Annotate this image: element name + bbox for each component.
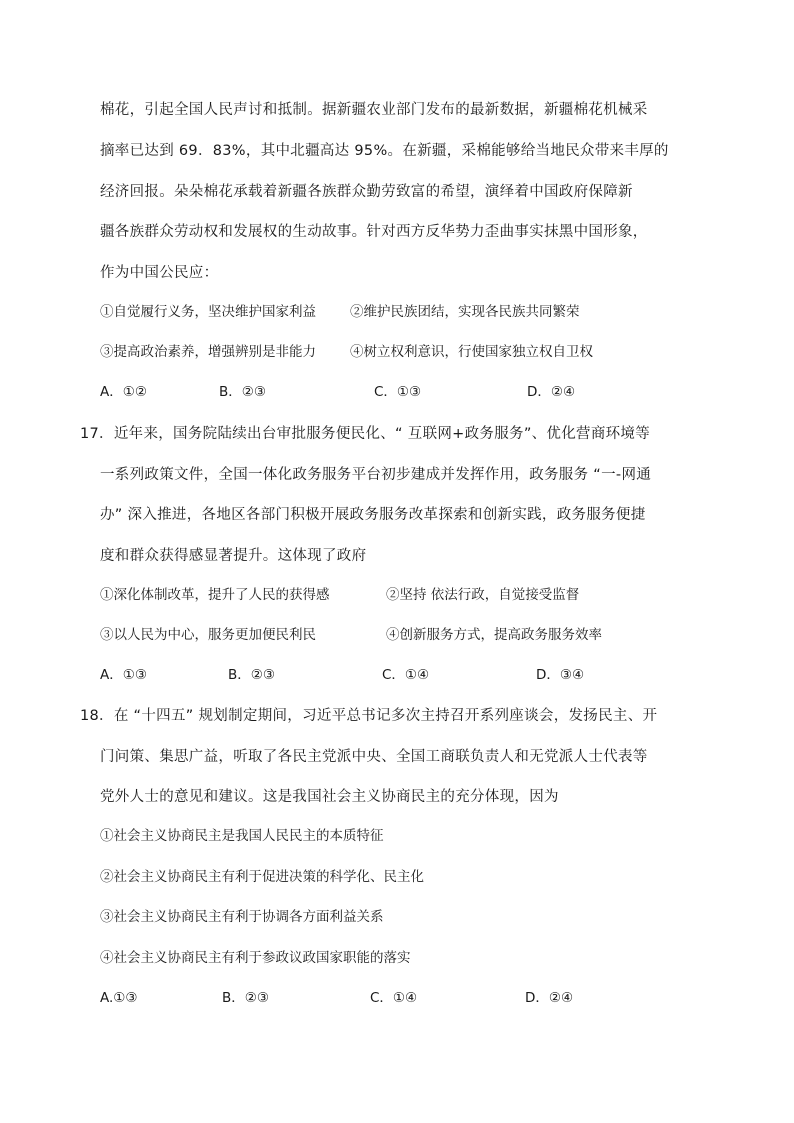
q18-stem-line-3: 党外人士的意见和建议。这是我国社会主义协商民主的充分体现，因为 <box>100 789 559 805</box>
q17-item-2: ②坚持 依法行政，自觉接受监督 <box>386 587 580 603</box>
q18-item-3: ③社会主义协商民主有利于协调各方面利益关系 <box>100 909 384 925</box>
q18-choice-a[interactable]: A.①③ <box>100 990 138 1006</box>
q17-stem-line-1: 17．近年来，国务院陆续出台审批服务便民化、“ 互联网+政务服务”、优化营商环境等 <box>80 426 651 442</box>
q16-stem-line-1: 棉花，引起全国人民声讨和抵制。据新疆农业部门发布的最新数据，新疆棉花机械采 <box>100 102 648 118</box>
q16-stem-line-2: 摘率已达到 69．83%，其中北疆高达 95%。在新疆，采棉能够给当地民众带来丰厚的 <box>100 143 669 159</box>
q16-stem-line-3: 经济回报。朵朵棉花承载着新疆各族群众勤劳致富的希望，演绎着中国政府保障新 <box>100 184 633 200</box>
q16-choice-b[interactable]: B．②③ <box>219 384 266 400</box>
q18-stem-line-2: 门问策、集思广益，听取了各民主党派中央、全国工商联负责人和无党派人士代表等 <box>100 749 648 765</box>
q17-item-3: ③以人民为中心，服务更加便民利民 <box>100 627 316 643</box>
q18-stem-line-1: 18．在 “十四五” 规划制定期间，习近平总书记多次主持召开系列座谈会，发扬民主、开 <box>80 708 658 724</box>
q18-choice-c[interactable]: C．①④ <box>370 990 418 1006</box>
q17-choice-b[interactable]: B．②③ <box>228 667 275 683</box>
q17-stem-line-3: 办” 深入推进，各地区各部门积极开展政务服务改革探索和创新实践，政务服务便捷 <box>100 507 646 523</box>
q17-stem-line-4: 度和群众获得感显著提升。这体现了政府 <box>100 548 367 564</box>
q18-choice-d[interactable]: D．②④ <box>525 990 574 1006</box>
q16-choice-a[interactable]: A．①② <box>100 384 147 400</box>
q16-item-4: ④树立权利意识，行使国家独立权自卫权 <box>350 344 593 360</box>
q18-item-1: ①社会主义协商民主是我国人民民主的本质特征 <box>100 828 384 844</box>
q16-item-3: ③提高政治素养，增强辨别是非能力 <box>100 344 316 360</box>
q16-choice-d[interactable]: D．②④ <box>527 384 576 400</box>
q16-item-1: ①自觉履行义务，坚决维护国家利益 <box>100 304 316 320</box>
q18-choice-b[interactable]: B．②③ <box>222 990 269 1006</box>
q16-choice-c[interactable]: C．①③ <box>374 384 422 400</box>
q17-item-1: ①深化体制改革，提升了人民的获得感 <box>100 587 330 603</box>
q16-item-2: ②维护民族团结，实现各民族共同繁荣 <box>350 304 580 320</box>
q17-choice-d[interactable]: D．③④ <box>536 667 585 683</box>
q17-stem-line-2: 一系列政策文件，全国一体化政务服务平台初步建成并发挥作用，政务服务 “一-网通 <box>100 467 652 483</box>
q17-choice-a[interactable]: A．①③ <box>100 667 147 683</box>
q18-item-2: ②社会主义协商民主有利于促进决策的科学化、民主化 <box>100 869 424 885</box>
q17-choice-c[interactable]: C．①④ <box>382 667 430 683</box>
q18-item-4: ④社会主义协商民主有利于参政议政国家职能的落实 <box>100 950 411 966</box>
q16-stem-line-4: 疆各族群众劳动权和发展权的生动故事。针对西方反华势力歪曲事实抹黑中国形象， <box>100 224 648 240</box>
q17-item-4: ④创新服务方式，提高政务服务效率 <box>386 627 602 643</box>
q16-stem-line-5: 作为中国公民应： <box>100 265 219 281</box>
